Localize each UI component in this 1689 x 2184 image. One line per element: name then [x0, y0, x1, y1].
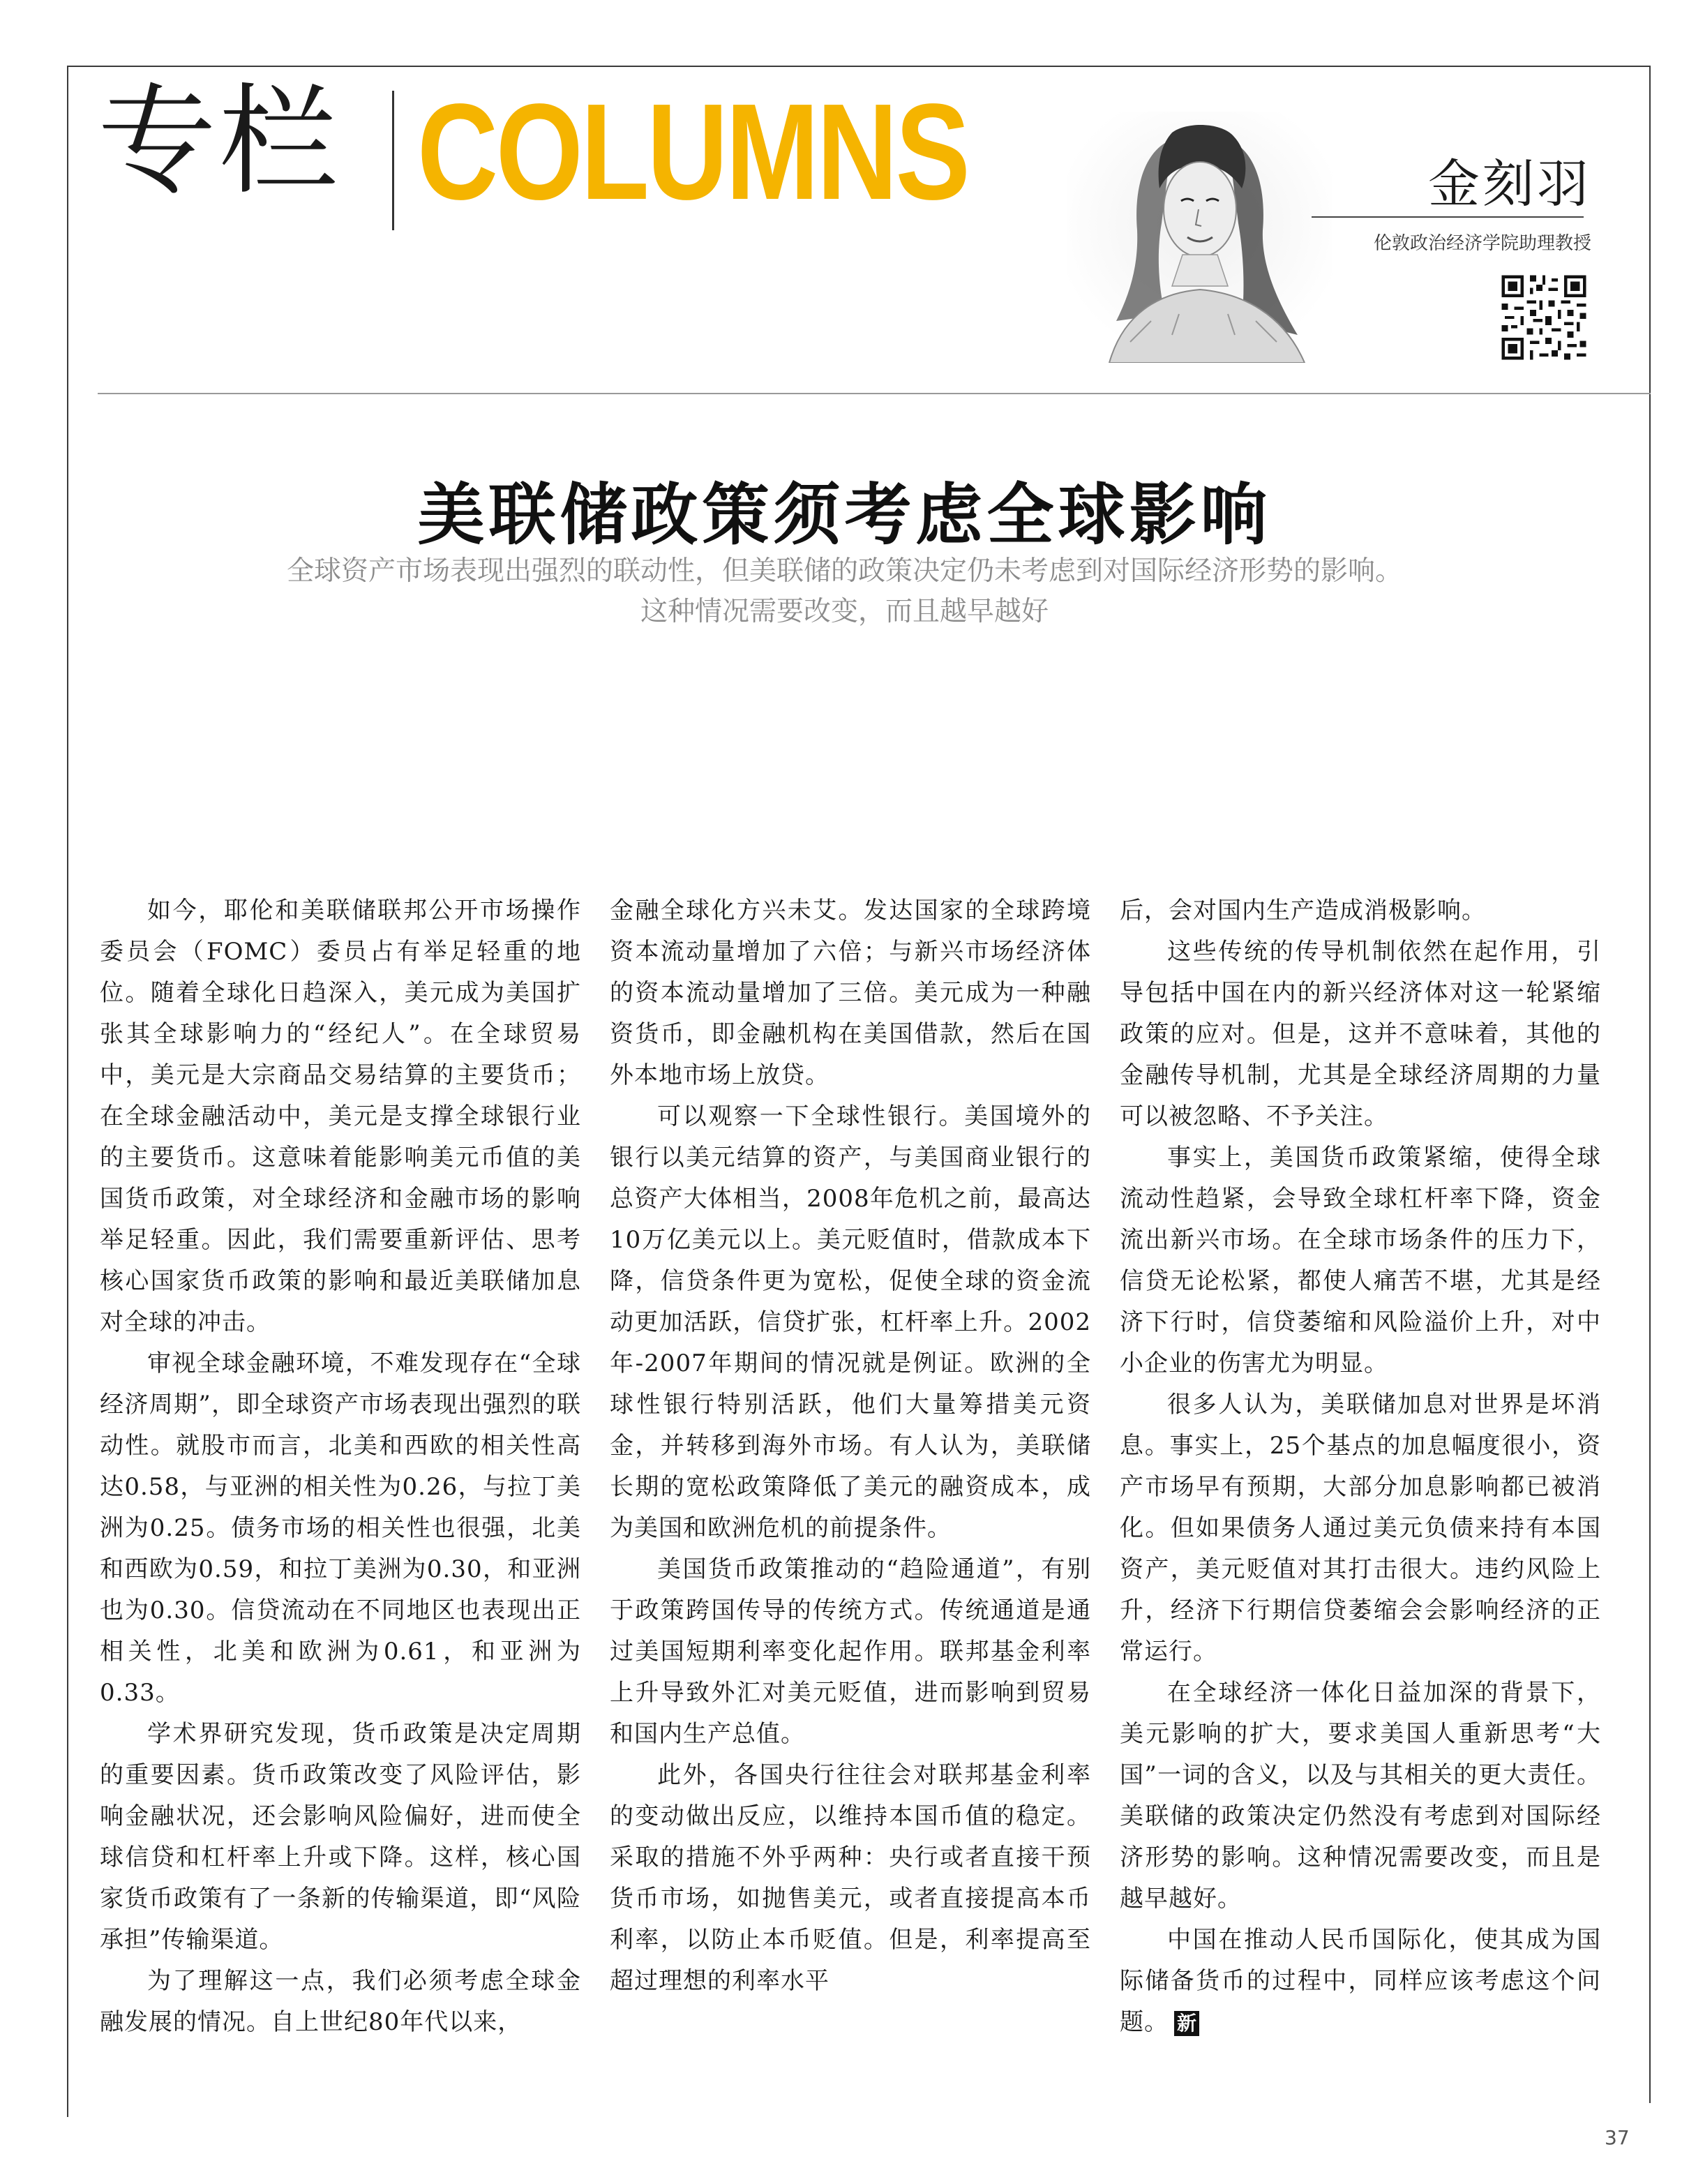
paragraph: 为了理解这一点，我们必须考虑全球金融发展的情况。自上世纪80年代以来，	[100, 1967, 581, 2036]
body-column-1	[100, 890, 581, 2043]
author-name: 金刻羽	[1428, 154, 1591, 214]
page-frame-left	[67, 66, 68, 2117]
paragraph: 学术界研究发现，货币政策是决定周期的重要因素。货币政策改变了风险评估，影响金融状况，还会影响风险偏好，进而使全球信贷和杠杆率上升或下降。这样，核心国家货币政策有了一条新的传输渠道，即“风险承担”传输渠道。	[100, 1720, 581, 1954]
paragraph: 后，会对国内生产造成消极影响。	[1120, 897, 1486, 925]
author-title: 伦敦政治经济学院助理教授	[1373, 233, 1591, 254]
paragraph: 审视全球金融环境，不难发现存在“全球经济周期”，即全球资产市场表现出强烈的联动性。就股市而言，北美和西欧的相关性高达0.58，与亚洲的相关性为0.26，与拉丁美洲为0.25。债务市场的相关性也很强，北美和西欧为0.59，和拉丁美洲为0.30，和亚洲也为0.30。信贷流动在不同地区也表现出正相关性，北美和欧洲为0.61，和亚洲为0.33。	[100, 1349, 581, 1707]
paragraph: 美国货币政策推动的“趋险通道”，有别于政策跨国传导的传统方式。传统通道是通过美国短期利率变化起作用。联邦基金利率上升导致外汇对美元贬值，进而影响到贸易和国内生产总值。	[610, 1555, 1091, 1748]
section-label-cn: 专栏	[98, 73, 341, 211]
paragraph-text: 中国在推动人民币国际化，使其成为国际储备货币的过程中，同样应该考虑这个问题。	[1120, 1926, 1601, 2036]
page-frame-right	[1649, 66, 1651, 2103]
body-column-2	[610, 890, 1091, 2002]
deck-line: 这种情况需要改变，而且越早越好	[640, 596, 1049, 627]
header-rule	[98, 393, 1651, 394]
section-divider	[392, 91, 394, 230]
paragraph: 事实上，美国货币政策紧缩，使得全球流动性趋紧，会导致全球杠杆率下降，资金流出新兴市场。在全球市场条件的压力下，信贷无论松紧，都使人痛苦不堪，尤其是经济下行时，信贷萎缩和风险溢价上升，对中小企业的伤害尤为明显。	[1120, 1144, 1601, 1377]
article-deck	[0, 551, 1689, 632]
paragraph: 可以观察一下全球性银行。美国境外的银行以美元结算的资产，与美国商业银行的总资产大体相当，2008年危机之前，最高达10万亿美元以上。美元贬值时，借款成本下降，信贷条件更为宽松，促使全球的资金流动更加活跃，信贷扩张，杠杆率上升。2002年-2007年期间的情况就是例证。欧洲的全球性银行特别活跃，他们大量筹措美元资金，并转移到海外市场。有人认为，美联储长期的宽松政策降低了美元的融资成本，成为美国和欧洲危机的前提条件。	[610, 1102, 1091, 1542]
end-mark-icon: 新	[1174, 2011, 1199, 2036]
author-portrait-icon	[1067, 112, 1333, 363]
paragraph: 在全球经济一体化日益加深的背景下，美元影响的扩大，要求美国人重新思考“大国”一词的含义，以及与其相关的更大责任。美联储的政策决定仍然没有考虑到对国际经济形势的影响。这种情况需要改变，而且是越早越好。	[1120, 1679, 1601, 1913]
article-headline: 美联储政策须考虑全球影响	[417, 476, 1272, 554]
body-column-3	[1120, 890, 1601, 2043]
page-frame-top	[67, 66, 1651, 67]
paragraph	[1120, 1920, 1601, 2043]
deck-line: 全球资产市场表现出强烈的联动性，但美联储的政策决定仍未考虑到对国际经济形势的影响。	[286, 555, 1402, 587]
paragraph: 金融全球化方兴未艾。发达国家的全球跨境资本流动量增加了六倍；与新兴市场经济体的资本流动量增加了三倍。美元成为一种融资货币，即金融机构在美国借款，然后在国外本地市场上放贷。	[610, 897, 1091, 1089]
page-number: 37	[1605, 2126, 1630, 2149]
qr-code-icon	[1499, 272, 1589, 363]
paragraph: 很多人认为，美联储加息对世界是坏消息。事实上，25个基点的加息幅度很小，资产市场早有预期，大部分加息影响都已被消化。但如果债务人通过美元负债来持有本国资产，美元贬值对其打击很大。违约风险上升，经济下行期信贷萎缩会会影响经济的正常运行。	[1120, 1391, 1601, 1666]
author-divider	[1312, 216, 1584, 218]
paragraph: 这些传统的传导机制依然在起作用，引导包括中国在内的新兴经济体对这一轮紧缩政策的应对。但是，这并不意味着，其他的金融传导机制，尤其是全球经济周期的力量可以被忽略、不予关注。	[1120, 938, 1601, 1130]
paragraph: 如今，耶伦和美联储联邦公开市场操作委员会（FOMC）委员占有举足轻重的地位。随着全球化日趋深入，美元成为美国扩张其全球影响力的“经纪人”。在全球贸易中，美元是大宗商品交易结算的主要货币；在全球金融活动中，美元是支撑全球银行业的主要货币。这意味着能影响美元币值的美国货币政策，对全球经济和金融市场的影响举足轻重。因此，我们需要重新评估、思考核心国家货币政策的影响和最近美联储加息对全球的冲击。	[100, 897, 581, 1336]
paragraph: 此外，各国央行往往会对联邦基金利率的变动做出反应，以维持本国币值的稳定。采取的措施不外乎两种：央行或者直接干预货币市场，如抛售美元，或者直接提高本币利率，以防止本币贬值。但是，利率提高至超过理想的利率水平	[610, 1761, 1091, 1995]
section-label-en: COLUMNS	[417, 75, 968, 228]
